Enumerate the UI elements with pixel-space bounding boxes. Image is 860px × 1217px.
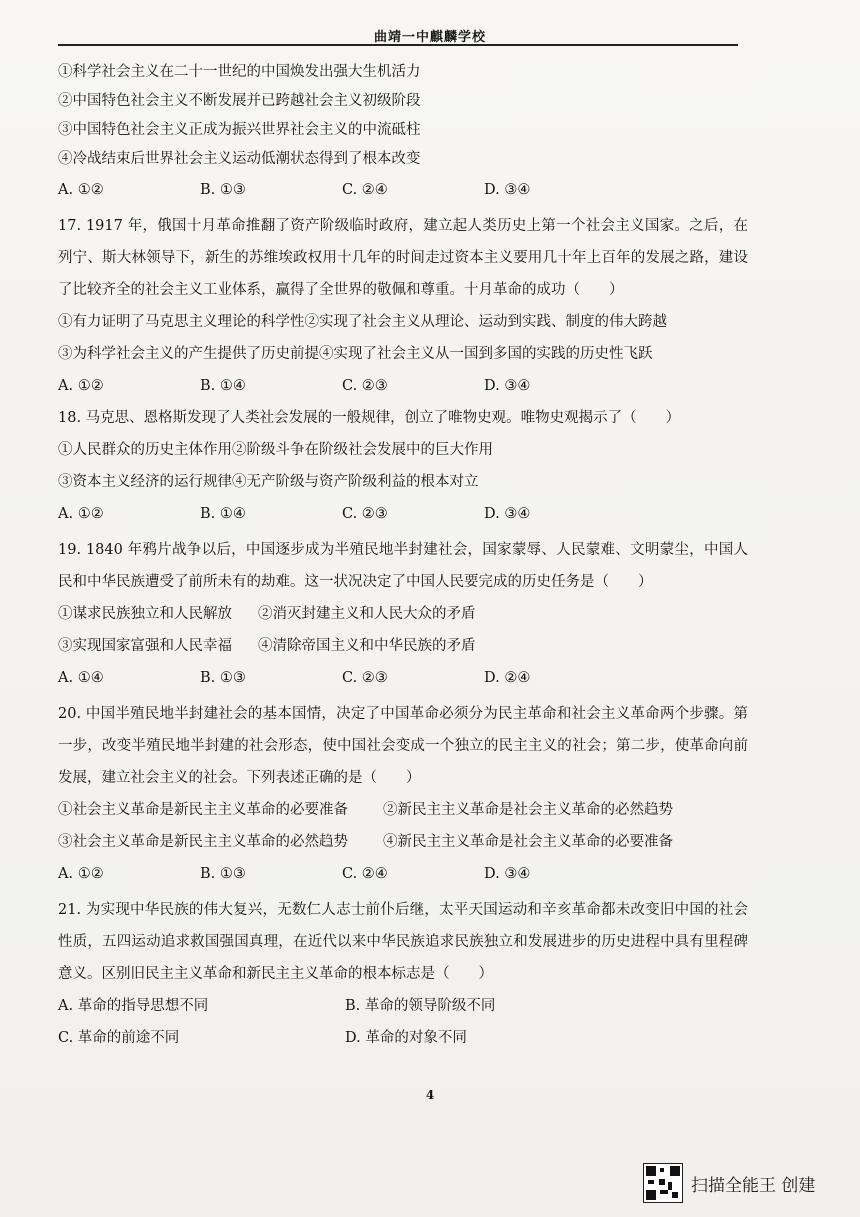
answer-options <box>58 1022 748 1054</box>
question-20-stem: 20. 中国半殖民地半封建社会的基本国情，决定了中国革命必须分为民主革命和社会主义革命两个步骤。第一步，改变半殖民地半封建的社会形态，使中国社会变成一个独立的民主主义的社会；第二步，使革命向前发展，建立社会主义的社会。下列表述正确的是（ ） <box>58 706 748 786</box>
statement-row <box>58 826 748 858</box>
option-d: D. 革命的对象不同 <box>345 1030 467 1046</box>
answer-options <box>58 858 748 890</box>
option-c: C. 革命的前途不同 <box>58 1030 180 1046</box>
statement-row <box>58 598 748 630</box>
qr-code-icon <box>643 1163 683 1203</box>
watermark-text: 扫描全能王 创建 <box>691 1175 816 1196</box>
question-21-stem: 21. 为实现中华民族的伟大复兴，无数仁人志士前仆后继，太平天国运动和辛亥革命都未改变旧中国的社会性质，五四运动追求救国强国真理，在近代以来中华民族追求民族独立和发展进步的历史进程中具有里程碑意义。区别旧民主主义革命和新民主主义革命的根本标志是（ ） <box>58 902 748 982</box>
statement-row <box>58 794 748 826</box>
answer-options <box>58 662 748 694</box>
scanner-watermark <box>643 1163 815 1203</box>
statement-item: ②中国特色社会主义不断发展并已跨越社会主义初级阶段 <box>58 93 421 109</box>
option-d: D. ③④ <box>484 182 531 198</box>
statement-item: ②消灭封建主义和人民大众的矛盾 <box>258 606 476 622</box>
answer-options <box>58 990 748 1022</box>
option-b: B. 革命的领导阶级不同 <box>345 998 496 1014</box>
statement-item: ①科学社会主义在二十一世纪的中国焕发出强大生机活力 <box>58 64 421 80</box>
statement-item: ③社会主义革命是新民主主义革命的必然趋势 <box>58 834 348 850</box>
option-b: B. ①③ <box>200 182 246 198</box>
answer-options <box>58 498 748 530</box>
header-rule <box>58 44 738 46</box>
statement-item: ③为科学社会主义的产生提供了历史前提④实现了社会主义从一国到多国的实践的历史性飞跃 <box>58 346 653 362</box>
option-a: A. ①② <box>58 182 104 198</box>
statement-item: ②新民主主义革命是社会主义革命的必然趋势 <box>383 802 673 818</box>
option-d: D. ③④ <box>484 506 531 522</box>
statement-item: ④冷战结束后世界社会主义运动低潮状态得到了根本改变 <box>58 151 421 167</box>
option-c: C. ②④ <box>342 182 388 198</box>
statement-item: ③实现国家富强和人民幸福 <box>58 638 232 654</box>
option-b: B. ①④ <box>200 506 246 522</box>
option-c: C. ②③ <box>342 506 388 522</box>
question-17-stem: 17. 1917 年，俄国十月革命推翻了资产阶级临时政府，建立起人类历史上第一个社会主义国家。之后，在列宁、斯大林领导下，新生的苏维埃政权用十几年的时间走过资本主义要用几十年上百年的发展之路，建设了比较齐全的社会主义工业体系，赢得了全世界的敬佩和尊重。十月革命的成功（ ） <box>58 218 748 298</box>
option-a: A. ①② <box>58 378 104 394</box>
option-c: C. ②③ <box>342 670 388 686</box>
option-d: D. ③④ <box>484 378 531 394</box>
question-18-stem: 18. 马克思、恩格斯发现了人类社会发展的一般规律，创立了唯物史观。唯物史观揭示了（ ） <box>58 410 681 426</box>
statement-item: ③中国特色社会主义正成为振兴世界社会主义的中流砥柱 <box>58 122 421 138</box>
option-a: A. ①② <box>58 866 104 882</box>
option-b: B. ①④ <box>200 378 246 394</box>
content <box>58 58 748 1054</box>
school-header: 曲靖一中麒麟学校 <box>373 30 486 45</box>
statement-item: ①谋求民族独立和人民解放 <box>58 606 232 622</box>
option-b: B. ①③ <box>200 866 246 882</box>
question-19-stem: 19. 1840 年鸦片战争以后，中国逐步成为半殖民地半封建社会，国家蒙辱、人民蒙难、文明蒙尘，中国人民和中华民族遭受了前所未有的劫难。这一状况决定了中国人民要完成的历史任务是（ ） <box>58 542 748 590</box>
statement-item: ①人民群众的历史主体作用②阶级斗争在阶级社会发展中的巨大作用 <box>58 442 493 458</box>
option-b: B. ①③ <box>200 670 246 686</box>
answer-options <box>58 370 748 402</box>
statement-row <box>58 630 748 662</box>
answer-options <box>58 174 748 206</box>
page-number: 4 <box>425 1088 435 1102</box>
option-a: A. 革命的指导思想不同 <box>58 998 209 1014</box>
option-d: D. ③④ <box>484 866 531 882</box>
option-c: C. ②③ <box>342 378 388 394</box>
option-a: A. ①④ <box>58 670 104 686</box>
statement-item: ①有力证明了马克思主义理论的科学性②实现了社会主义从理论、运动到实践、制度的伟大跨越 <box>58 314 667 330</box>
option-c: C. ②④ <box>342 866 388 882</box>
statement-item: ④新民主主义革命是社会主义革命的必要准备 <box>383 834 673 850</box>
option-d: D. ②④ <box>484 670 531 686</box>
statement-item: ①社会主义革命是新民主主义革命的必要准备 <box>58 802 348 818</box>
option-a: A. ①② <box>58 506 104 522</box>
statement-item: ③资本主义经济的运行规律④无产阶级与资产阶级利益的根本对立 <box>58 474 479 490</box>
statement-item: ④清除帝国主义和中华民族的矛盾 <box>258 638 476 654</box>
